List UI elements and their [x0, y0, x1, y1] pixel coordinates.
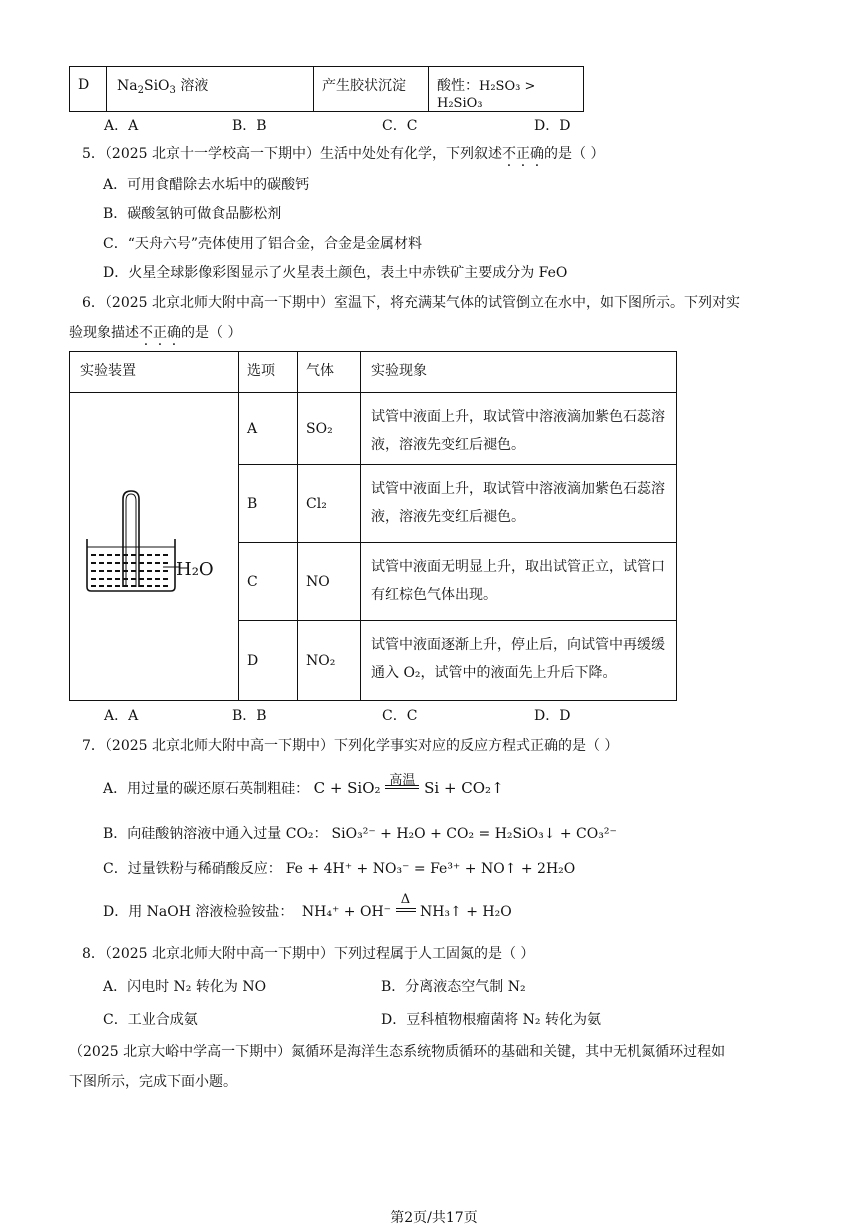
q6-stem-line2: 验现象描述不正确的是（ ）: [69, 325, 242, 341]
row-a-gas: SO₂: [298, 393, 361, 465]
header-apparatus: 实验装置: [70, 352, 239, 393]
q6-experiment-table: [69, 351, 677, 701]
row-b-phenomenon: 试管中液面上升，取试管中溶液滴加紫色石蕊溶 液，溶液先变红后褪色。: [361, 465, 677, 543]
q5-option-a[interactable]: A．可用食醋除去水垢中的碳酸钙: [103, 177, 310, 193]
q5-option-b[interactable]: B．碳酸氢钠可做食品膨松剂: [103, 206, 282, 222]
row-c-gas: NO: [298, 543, 361, 621]
q4-option-d[interactable]: D．D: [534, 118, 571, 134]
q8-option-a[interactable]: A．闪电时 N₂ 转化为 NO: [103, 979, 267, 995]
q6-stem-line1: 6．（2025 北京北师大附中高一下期中）室温下，将充满某气体的试管倒立在水中，如下图所示。下列对实: [82, 295, 740, 311]
apparatus-label: H₂O: [176, 559, 214, 580]
q8-stem: 8．（2025 北京北师大附中高一下期中）下列过程属于人工固氮的是（ ）: [82, 946, 535, 962]
q5-option-d[interactable]: D．火星全球影像彩图显示了火星表土颜色，表土中赤铁矿主要成分为 FeO: [103, 265, 568, 281]
q7-a-equation: C + SiO₂ 高温 Si + CO₂↑: [313, 773, 504, 797]
reagent-text: $Na_2SiO_3$ 溶液: [117, 78, 209, 96]
q8-option-b[interactable]: B．分离液态空气制 N₂: [381, 979, 526, 995]
q7-option-d[interactable]: D．用 NaOH 溶液检验铵盐： NH₄⁺ + OH⁻ Δ NH₃↑ + H₂O: [103, 892, 512, 920]
row-b-gas: Cl₂: [298, 465, 361, 543]
q6-option-d[interactable]: D．D: [534, 708, 571, 724]
q6-option-c[interactable]: C．C: [382, 708, 418, 724]
q7-d-equation: NH₄⁺ + OH⁻ Δ NH₃↑ + H₂O: [301, 892, 512, 920]
q7-option-a[interactable]: A．用过量的碳还原石英制粗硅： C + SiO₂ 高温 Si + CO₂↑: [103, 773, 504, 797]
conclusion-text: H₂SO₃ > H₂SiO₃: [437, 79, 536, 111]
row-d-option: D: [239, 621, 298, 701]
q7-c-equation: Fe + 4H⁺ + NO₃⁻ = Fe³⁺ + NO↑ + 2H₂O: [285, 861, 576, 877]
q8-option-c[interactable]: C．工业合成氨: [103, 1012, 198, 1028]
phenomenon-text: 产生胶状沉淀: [322, 78, 406, 94]
q4-option-c[interactable]: C．C: [382, 118, 418, 134]
row-a-option: A: [239, 393, 298, 465]
inverted-test-tube-diagram: [75, 487, 233, 607]
passage-line1: （2025 北京大峪中学高一下期中）氮循环是海洋生态系统物质循环的基础和关键，其中无机氮循环过程如: [69, 1044, 726, 1060]
header-gas: 气体: [298, 352, 361, 393]
q6-option-b[interactable]: B．B: [232, 708, 267, 724]
top-answer-table: [69, 66, 584, 112]
row-d-gas: NO₂: [298, 621, 361, 701]
option-label: D: [78, 77, 90, 93]
apparatus-cell: [70, 393, 239, 701]
page-number: 第2页/共17页: [390, 1210, 478, 1226]
q5-option-c[interactable]: C．“天舟六号”壳体使用了铝合金，合金是金属材料: [103, 236, 423, 252]
q7-option-b[interactable]: B．向硅酸钠溶液中通入过量 CO₂： SiO₃²⁻ + H₂O + CO₂ = H₂SiO₃↓ + CO₃²⁻: [103, 826, 617, 842]
q5-stem: 5．（2025 北京十一学校高一下期中）生活中处处有化学，下列叙述不正确的是（ ）: [82, 146, 605, 162]
q7-stem: 7．（2025 北京北师大附中高一下期中）下列化学事实对应的反应方程式正确的是（ ）: [82, 738, 619, 754]
header-phenomenon: 实验现象: [361, 352, 677, 393]
row-c-phenomenon: 试管中液面无明显上升，取出试管正立，试管口 有红棕色气体出现。: [361, 543, 677, 621]
q4-option-a[interactable]: A．A: [104, 118, 139, 134]
row-d-phenomenon: 试管中液面逐渐上升，停止后，向试管中再缓缓 通入 O₂，试管中的液面先上升后下降。: [361, 621, 677, 701]
row-c-option: C: [239, 543, 298, 621]
q8-option-d[interactable]: D．豆科植物根瘤菌将 N₂ 转化为氨: [381, 1012, 601, 1028]
conclusion-prefix: 酸性：: [437, 78, 479, 94]
phenomenon-cell: [314, 67, 429, 112]
option-label-cell: [70, 67, 107, 112]
header-option: 选项: [239, 352, 298, 393]
conclusion-cell: [429, 67, 584, 112]
q7-b-equation: SiO₃²⁻ + H₂O + CO₂ = H₂SiO₃↓ + CO₃²⁻: [331, 826, 617, 842]
q6-option-a[interactable]: A．A: [104, 708, 139, 724]
row-a-phenomenon: 试管中液面上升，取试管中溶液滴加紫色石蕊溶 液，溶液先变红后褪色。: [361, 393, 677, 465]
row-b-option: B: [239, 465, 298, 543]
q4-option-b[interactable]: B．B: [232, 118, 267, 134]
q7-option-c[interactable]: C．过量铁粉与稀硝酸反应： Fe + 4H⁺ + NO₃⁻ = Fe³⁺ + NO↑ + 2H₂O: [103, 861, 576, 877]
reagent-cell: [107, 67, 314, 112]
passage-line2: 下图所示，完成下面小题。: [69, 1074, 237, 1090]
